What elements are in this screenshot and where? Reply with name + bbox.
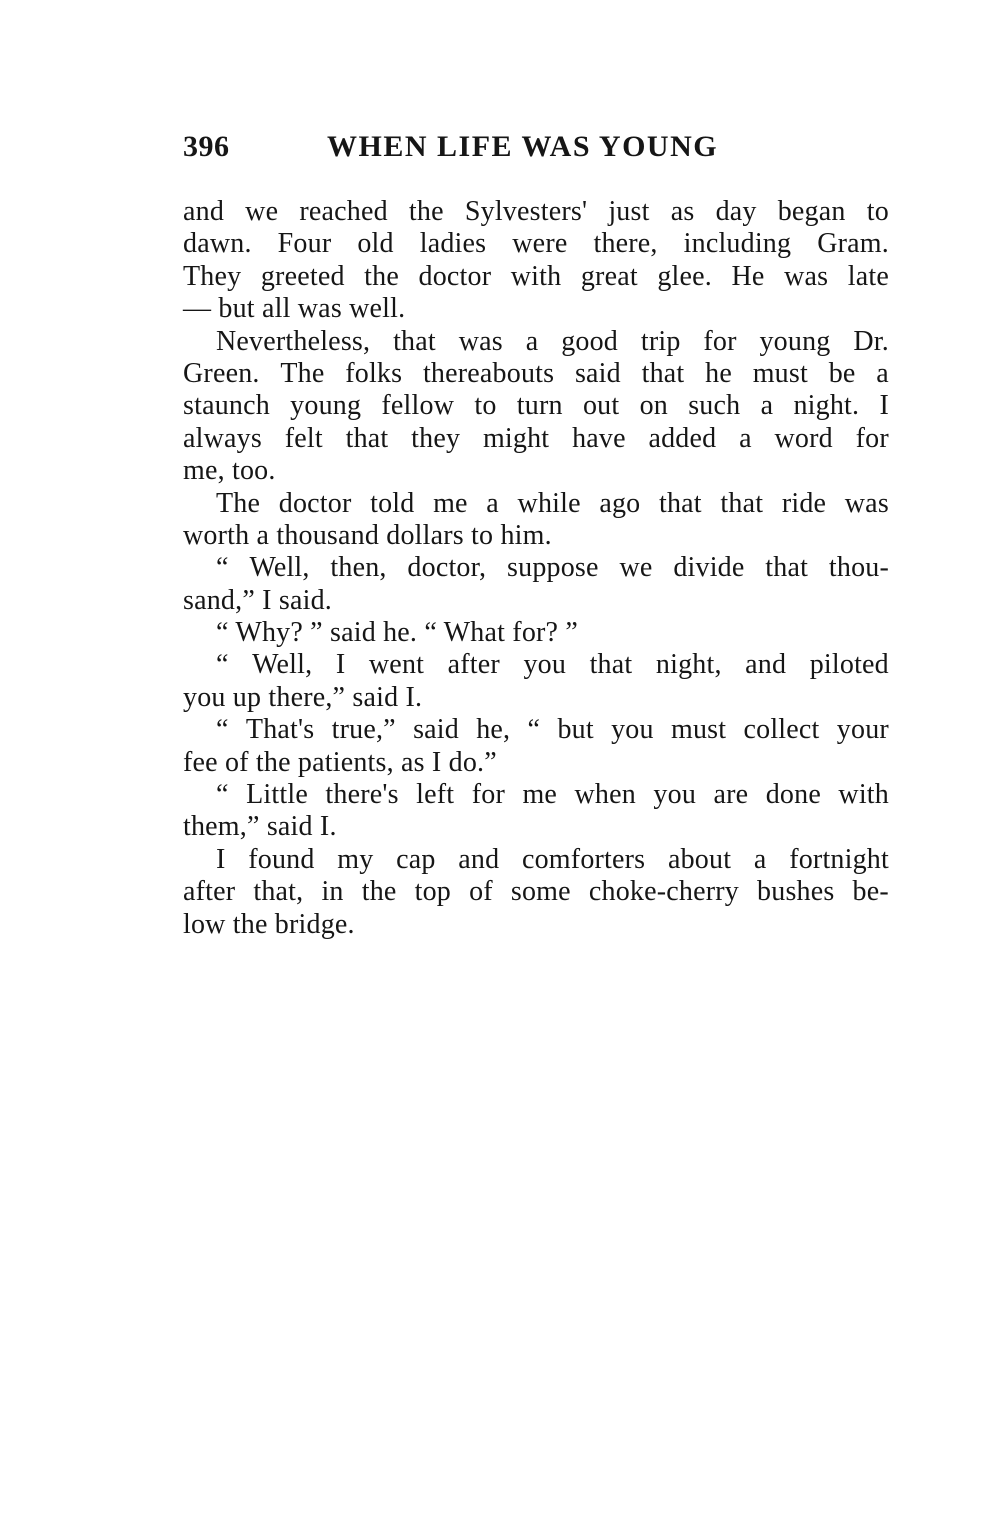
word: and (183, 196, 225, 227)
word: good (561, 325, 618, 357)
text-line (183, 326, 889, 358)
word: must (670, 714, 727, 746)
text-line (183, 844, 889, 876)
word: my (337, 843, 374, 875)
word: a (486, 487, 499, 519)
text-line (183, 714, 889, 746)
word: there's (325, 779, 399, 811)
word: comforters (521, 843, 646, 875)
word: glee. (657, 260, 712, 292)
text-line (183, 261, 889, 293)
text-line (183, 649, 889, 681)
word: Gram. (817, 228, 889, 260)
word: dawn. (183, 228, 252, 260)
word: said (574, 357, 621, 389)
word: with (510, 260, 562, 292)
word: Four (277, 228, 332, 260)
text-line (183, 488, 889, 520)
word: night, (655, 649, 722, 681)
word: such (688, 390, 741, 422)
word: when (574, 779, 636, 811)
word: he (705, 357, 732, 389)
word: and (458, 843, 500, 875)
word: The (280, 357, 325, 389)
word: for (703, 325, 737, 357)
word: about (667, 843, 732, 875)
word: ago (599, 487, 641, 519)
word: The (216, 487, 261, 519)
word: on (639, 390, 668, 422)
word: “ (216, 714, 229, 746)
word: suppose (507, 552, 599, 584)
text-line (183, 423, 889, 455)
text-line: sand,” I said. (183, 584, 332, 616)
word: cap (396, 843, 436, 875)
word: there, (593, 228, 658, 260)
word: top (414, 876, 451, 908)
word: greeted (260, 260, 345, 292)
word: must (752, 357, 808, 389)
word: bushes (757, 876, 835, 908)
word: but (557, 714, 594, 746)
word: are (713, 779, 749, 811)
word: Little (246, 779, 308, 811)
word: went (368, 649, 425, 681)
word: night. (793, 390, 860, 422)
word: in (321, 876, 344, 908)
word: me (433, 487, 468, 519)
word: ladies (419, 228, 487, 260)
text-line: fee of the patients, as I do.” (183, 746, 497, 778)
word: doctor (278, 487, 352, 519)
word: a (739, 422, 752, 454)
text-line (183, 228, 889, 260)
word: we (245, 196, 279, 227)
word: began (777, 196, 846, 227)
word: that, (253, 876, 304, 908)
word: He (731, 260, 765, 292)
word: was (844, 487, 889, 519)
word: I (879, 390, 889, 422)
word: said (413, 714, 459, 746)
word: young (759, 325, 831, 357)
word: fellow (381, 390, 455, 422)
text-line: worth a thousand dollars to him. (183, 519, 552, 551)
word: choke-cherry (588, 876, 739, 908)
word: young (290, 390, 362, 422)
word: Well, (249, 552, 310, 584)
word: you (611, 714, 654, 746)
word: as (670, 196, 695, 227)
word: “ (216, 552, 229, 584)
word: trip (640, 325, 681, 357)
running-title: WHEN LIFE WAS YOUNG (327, 130, 719, 163)
word: me (522, 779, 558, 811)
word: after (447, 649, 500, 681)
text-line (183, 552, 889, 584)
body-text (183, 196, 889, 941)
word: just (608, 196, 650, 227)
page-header (183, 127, 893, 167)
word: for (471, 779, 505, 811)
word: “ (527, 714, 541, 746)
text-line: me, too. (183, 455, 276, 487)
word: Nevertheless, (216, 325, 371, 357)
word: you (523, 649, 567, 681)
word: to (474, 390, 497, 422)
word: the (408, 196, 444, 227)
word: found (248, 843, 315, 875)
word: and (745, 649, 787, 681)
word: piloted (809, 649, 889, 681)
word: word (774, 422, 833, 454)
word: They (183, 260, 242, 292)
word: added (648, 422, 717, 454)
text-line (183, 358, 889, 390)
word: might (482, 422, 550, 454)
word: fortnight (789, 843, 889, 875)
text-line (183, 876, 889, 908)
word: a (876, 357, 889, 389)
word: day (715, 196, 757, 227)
word: including (683, 228, 792, 260)
word: late (847, 260, 889, 292)
word: Green. (183, 357, 260, 389)
word: that (659, 487, 702, 519)
word: doctor (418, 260, 492, 292)
text-line: you up there,” said I. (183, 681, 423, 713)
word: Well, (252, 649, 313, 681)
word: of (469, 876, 493, 908)
word: that (720, 487, 764, 519)
text-line: “ Why? ” said he. “ What for? ” (216, 617, 578, 649)
word: to (866, 196, 889, 227)
word: thereabouts (422, 357, 555, 389)
word: out (582, 390, 620, 422)
word: ride (781, 487, 827, 519)
word: folks (345, 357, 403, 389)
word: with (838, 779, 889, 811)
word: while (517, 487, 581, 519)
word: he, (476, 714, 511, 746)
word: you (653, 779, 697, 811)
word: be (828, 357, 856, 389)
word: that (589, 649, 633, 681)
word: Sylvesters' (464, 196, 588, 227)
text-line: low the bridge. (183, 908, 355, 940)
word: “ (216, 779, 229, 811)
word: collect (743, 714, 820, 746)
word: was (458, 325, 503, 357)
word: divide (673, 552, 745, 584)
word: after (183, 876, 236, 908)
word: they (411, 422, 461, 454)
word: your (836, 714, 889, 746)
text-line: them,” said I. (183, 811, 337, 843)
word: were (512, 228, 568, 260)
word: I (216, 843, 226, 875)
word: some (510, 876, 571, 908)
word: turn (516, 390, 563, 422)
word: “ (216, 649, 229, 681)
text-line (183, 390, 889, 422)
word: done (765, 779, 821, 811)
word: have (572, 422, 626, 454)
word: great (580, 260, 638, 292)
text-line (183, 779, 889, 811)
word: a (760, 390, 774, 422)
word: left (416, 779, 455, 811)
word: That's (245, 714, 315, 746)
word: always (183, 422, 262, 454)
word: we (619, 552, 653, 584)
word: old (357, 228, 394, 260)
word: a (753, 843, 767, 875)
word: for (855, 422, 889, 454)
word: was (784, 260, 829, 292)
word: thou- (828, 552, 889, 584)
word: that (765, 552, 809, 584)
word: the (361, 876, 397, 908)
word: told (370, 487, 415, 519)
word: then, (330, 552, 387, 584)
text-line (183, 196, 889, 228)
word: that (345, 422, 389, 454)
word: felt (284, 422, 323, 454)
word: that (641, 357, 685, 389)
word: staunch (183, 390, 270, 422)
word: reached (299, 196, 388, 227)
word: the (364, 260, 399, 292)
word: Dr. (853, 325, 889, 357)
word: a (525, 325, 539, 357)
word: that (393, 325, 436, 357)
page-number: 396 (183, 130, 230, 163)
text-line: — but all was well. (183, 293, 406, 325)
word: doctor, (407, 552, 487, 584)
word: true,” (331, 714, 396, 746)
word: be- (852, 876, 889, 908)
word: I (335, 649, 346, 681)
